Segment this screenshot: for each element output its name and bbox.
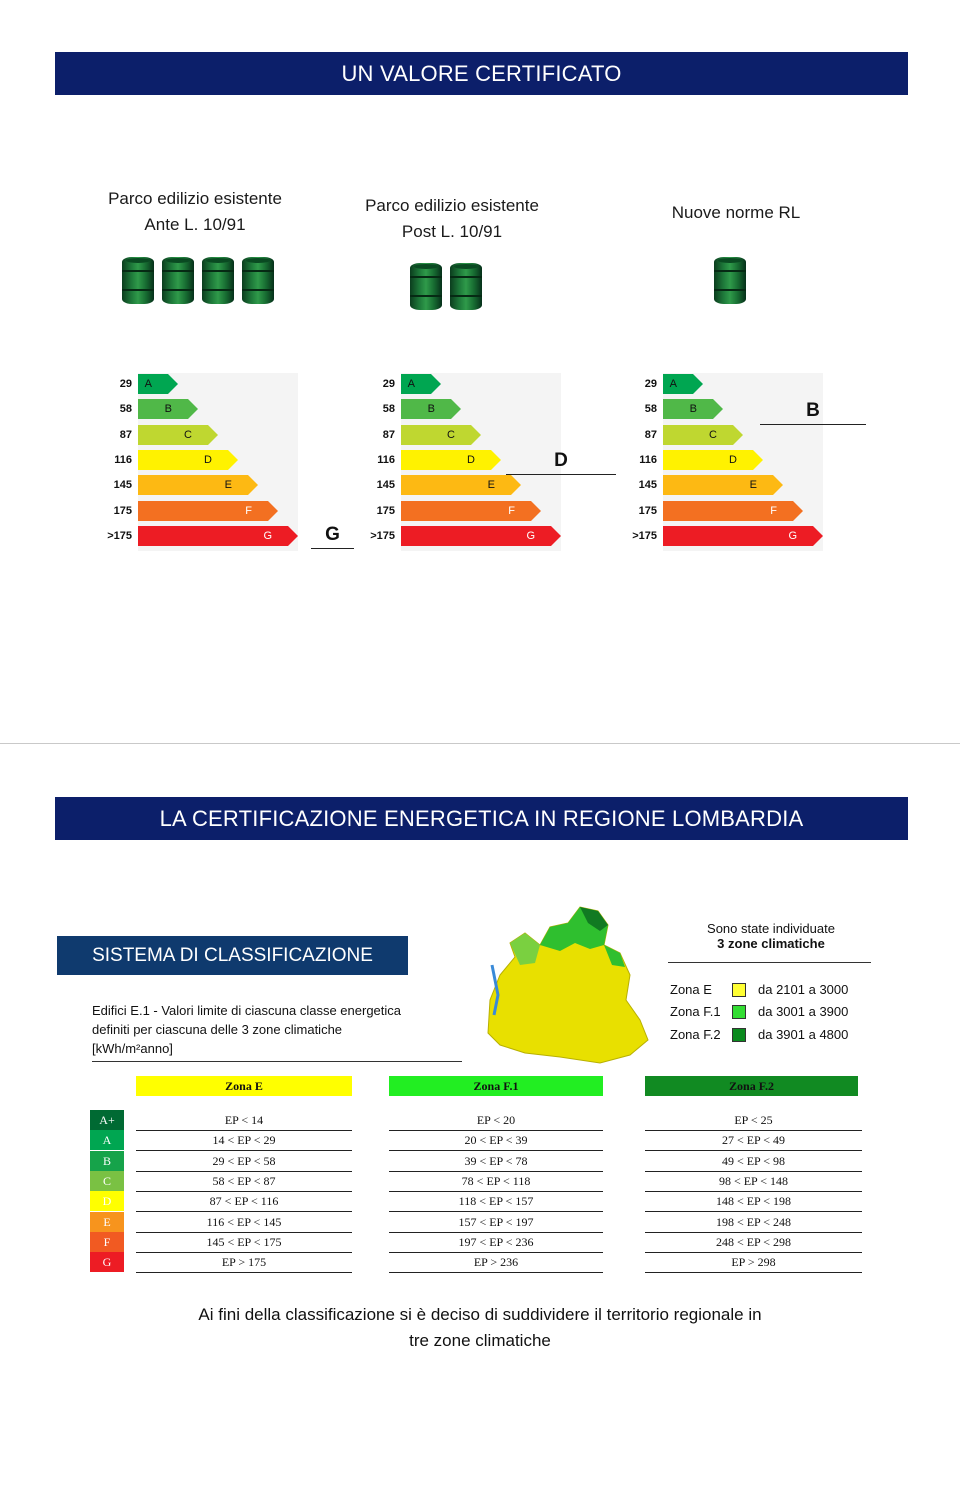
- energy-class-bar: [138, 526, 288, 546]
- class-letter: A: [669, 378, 677, 390]
- ep-limit-cell: 39 < EP < 78: [389, 1151, 603, 1172]
- slide-certificazione-lombardia: [0, 745, 960, 1488]
- oil-barrel-icon: [714, 257, 746, 304]
- column-label-nuove: Nuove norme RL: [671, 203, 801, 222]
- zone-legend-row: Zona E da 2101 a 3000: [670, 982, 849, 997]
- oil-barrel-icon: [122, 257, 154, 304]
- energy-class-cell: A: [90, 1130, 124, 1150]
- class-threshold-label: 87: [382, 428, 395, 441]
- ep-limit-cell: 248 < EP < 298: [645, 1232, 862, 1253]
- ep-limit-cell: 49 < EP < 98: [645, 1151, 862, 1172]
- barrels-nuove: [714, 257, 746, 305]
- class-threshold-label: 175: [638, 504, 657, 517]
- column-label-post: Parco edilizio esistente Post L. 10/91: [365, 196, 539, 241]
- energy-class-bar: [138, 475, 248, 495]
- class-letter: C: [709, 428, 717, 441]
- ep-limit-cell: EP > 175: [136, 1252, 352, 1273]
- energy-class-bar: [401, 526, 551, 546]
- class-letter: F: [770, 504, 777, 517]
- class-threshold-label: 87: [644, 428, 657, 441]
- zone-color-swatch: [732, 1028, 746, 1042]
- oil-barrel-icon: [162, 257, 194, 304]
- energy-class-cell: G: [90, 1252, 124, 1272]
- class-letter: E: [224, 479, 232, 492]
- class-letter: G: [526, 529, 535, 542]
- energy-class-bar: [663, 501, 793, 521]
- class-letter: G: [788, 529, 797, 542]
- table-header-zona-f1: Zona F.1: [389, 1076, 603, 1096]
- energy-class-cell: E: [90, 1212, 124, 1232]
- energy-class-bar: [401, 475, 511, 495]
- column-label-ante: Parco edilizio esistente Ante L. 10/91: [108, 189, 282, 234]
- class-letter: B: [689, 403, 697, 416]
- ep-limit-cell: EP < 14: [136, 1110, 352, 1131]
- class-letter: B: [164, 403, 172, 416]
- class-letter: D: [467, 453, 475, 466]
- result-class-ante: G: [311, 522, 354, 549]
- energy-class-cell: D: [90, 1191, 124, 1211]
- class-threshold-label: >175: [632, 529, 657, 542]
- class-threshold-label: 145: [113, 479, 132, 492]
- zone-color-swatch: [732, 1005, 746, 1019]
- result-class-post: D: [506, 448, 616, 475]
- ep-limit-cell: 14 < EP < 29: [136, 1130, 352, 1151]
- table-caption: Edifici E.1 - Valori limite di ciascuna classe energetica definiti per ciascuna delle 3 zone climatiche [kWh/m²anno]: [92, 1001, 462, 1062]
- oil-barrel-icon: [242, 257, 274, 304]
- energy-class-bar: [401, 450, 491, 470]
- class-threshold-label: 175: [113, 504, 132, 517]
- energy-class-bar: [663, 425, 733, 445]
- energy-class-bar: [138, 374, 168, 394]
- class-letter: D: [729, 453, 737, 466]
- energy-class-bar: [663, 526, 813, 546]
- ep-limit-cell: 197 < EP < 236: [389, 1232, 603, 1253]
- energy-class-bar: [401, 399, 451, 419]
- class-threshold-label: 58: [644, 403, 657, 416]
- class-threshold-label: 29: [119, 378, 132, 390]
- slide-un-valore-certificato: [0, 0, 960, 744]
- energy-class-bar: [663, 374, 693, 394]
- oil-barrel-icon: [450, 263, 482, 310]
- ep-limit-cell: 157 < EP < 197: [389, 1212, 603, 1233]
- oil-barrel-icon: [410, 263, 442, 310]
- oil-barrel-icon: [202, 257, 234, 304]
- class-letter: D: [204, 453, 212, 466]
- ep-limit-cell: 58 < EP < 87: [136, 1171, 352, 1192]
- table-header-zona-f2: Zona F.2: [645, 1076, 858, 1096]
- class-threshold-label: 29: [644, 378, 657, 390]
- zone-color-swatch: [732, 983, 746, 997]
- footer-note: Ai fini della classificazione si è deciso di suddividere il territorio regionale in tre zone climatiche: [198, 1305, 762, 1350]
- ep-limit-cell: 145 < EP < 175: [136, 1232, 352, 1253]
- ep-limit-cell: 87 < EP < 116: [136, 1191, 352, 1212]
- class-letter: A: [407, 378, 415, 390]
- ep-limit-cell: 198 < EP < 248: [645, 1212, 862, 1233]
- energy-class-bar: [138, 425, 208, 445]
- class-threshold-label: 58: [119, 403, 132, 416]
- energy-class-bar: [663, 399, 713, 419]
- class-letter: A: [144, 378, 152, 390]
- class-letter: E: [749, 479, 757, 492]
- class-letter: C: [184, 428, 192, 441]
- ep-limit-cell: EP < 25: [645, 1110, 862, 1131]
- class-threshold-label: 116: [377, 453, 395, 466]
- ep-limit-cell: 78 < EP < 118: [389, 1171, 603, 1192]
- energy-class-cell: F: [90, 1232, 124, 1252]
- energy-class-bar: [663, 450, 753, 470]
- energy-class-bar: [663, 475, 773, 495]
- ep-limit-cell: 98 < EP < 148: [645, 1171, 862, 1192]
- ep-limit-cell: 27 < EP < 49: [645, 1130, 862, 1151]
- energy-class-bar: [138, 450, 228, 470]
- zone-legend-row: Zona F.1 da 3001 a 3900: [670, 1004, 849, 1019]
- ep-limit-cell: EP > 236: [389, 1252, 603, 1273]
- class-letter: G: [263, 529, 272, 542]
- energy-class-scale-ante: [100, 373, 300, 553]
- class-threshold-label: 145: [376, 479, 395, 492]
- class-threshold-label: 116: [639, 453, 657, 466]
- class-threshold-label: >175: [370, 529, 395, 542]
- class-letter: C: [447, 428, 455, 441]
- class-threshold-label: 116: [114, 453, 132, 466]
- class-threshold-label: 175: [376, 504, 395, 517]
- barrels-ante: [122, 257, 274, 305]
- slide-title: LA CERTIFICAZIONE ENERGETICA IN REGIONE LOMBARDIA: [55, 797, 908, 840]
- ep-limit-cell: 148 < EP < 198: [645, 1191, 862, 1212]
- ep-limit-cell: 20 < EP < 39: [389, 1130, 603, 1151]
- zone-legend-row: Zona F.2 da 3901 a 4800: [670, 1027, 849, 1042]
- class-threshold-label: 87: [119, 428, 132, 441]
- ep-limit-cell: EP > 298: [645, 1252, 862, 1273]
- lombardia-climate-map: [480, 905, 655, 1065]
- class-threshold-label: 145: [638, 479, 657, 492]
- result-class-nuove: B: [760, 398, 866, 425]
- class-threshold-label: >175: [107, 529, 132, 542]
- barrels-post: [410, 263, 482, 311]
- ep-limit-cell: 29 < EP < 58: [136, 1151, 352, 1172]
- ep-limit-cell: 116 < EP < 145: [136, 1212, 352, 1233]
- energy-class-bar: [138, 399, 188, 419]
- class-letter: F: [245, 504, 252, 517]
- table-header-zona-e: Zona E: [136, 1076, 352, 1096]
- section-subtitle: SISTEMA DI CLASSIFICAZIONE: [57, 936, 408, 975]
- energy-class-bar: [138, 501, 268, 521]
- class-threshold-label: 29: [382, 378, 395, 390]
- energy-class-cell: C: [90, 1171, 124, 1191]
- energy-class-bar: [401, 374, 431, 394]
- ep-limit-cell: 118 < EP < 157: [389, 1191, 603, 1212]
- ep-limit-cell: EP < 20: [389, 1110, 603, 1131]
- zones-legend-heading: Sono state individuate 3 zone climatiche: [707, 921, 835, 951]
- energy-class-cell: A+: [90, 1110, 124, 1130]
- energy-class-cell: B: [90, 1151, 124, 1171]
- energy-class-bar: [401, 501, 531, 521]
- class-letter: F: [508, 504, 515, 517]
- class-letter: B: [427, 403, 435, 416]
- energy-class-bar: [401, 425, 471, 445]
- slide-title: UN VALORE CERTIFICATO: [55, 52, 908, 95]
- class-letter: E: [487, 479, 495, 492]
- class-threshold-label: 58: [382, 403, 395, 416]
